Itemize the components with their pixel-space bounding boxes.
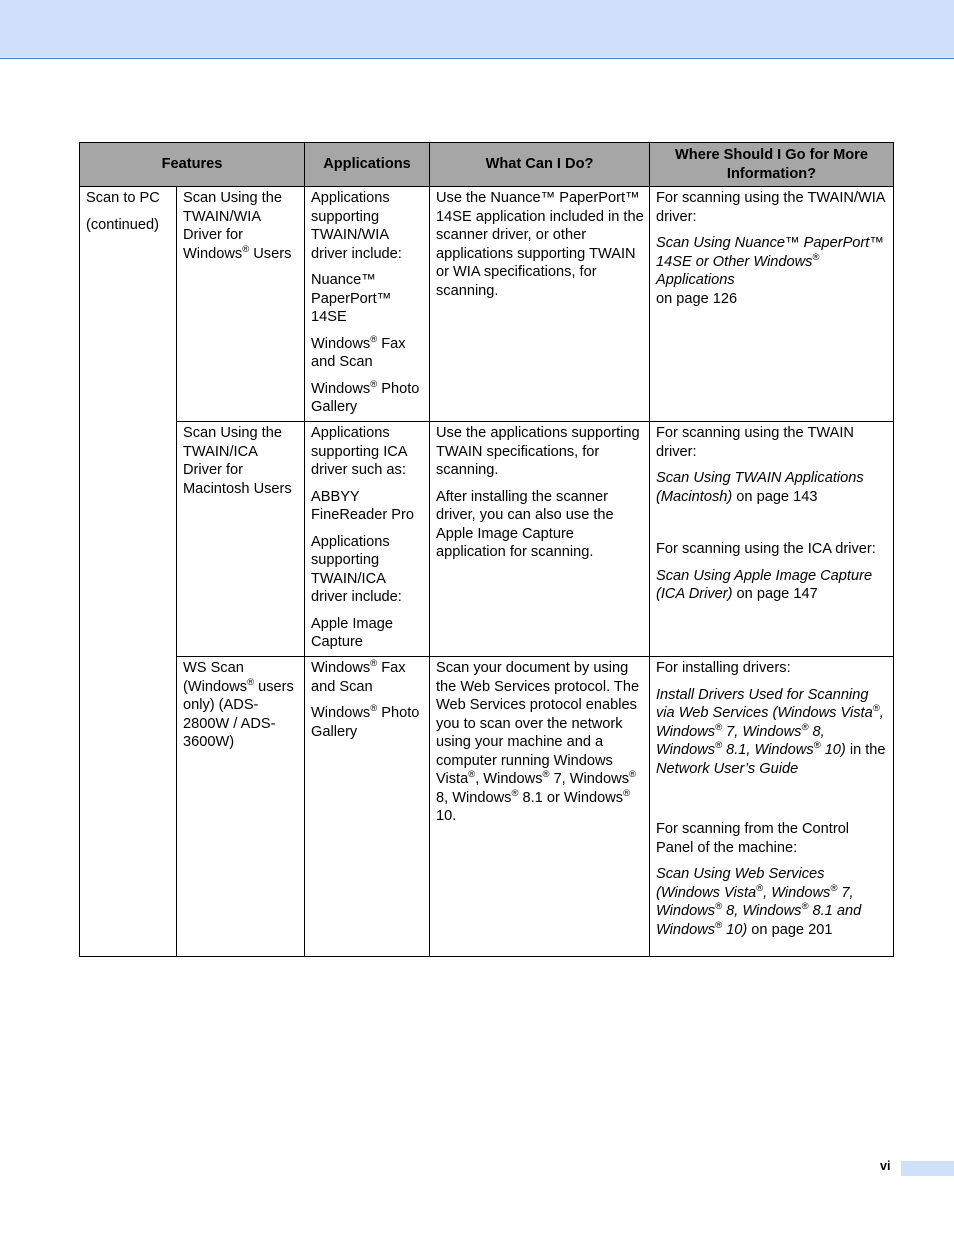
what-cell — [430, 422, 650, 657]
app-item: Windows® Fax and Scan — [311, 333, 406, 370]
where-reference: Scan Using Nuance™ PaperPort™ 14SE or Other Windows® Applications on page 126 — [656, 235, 884, 307]
where-intro: For installing drivers: — [656, 660, 791, 676]
subfeature-text: WS Scan (Windows — [183, 660, 248, 695]
registered-mark: ® — [247, 676, 255, 688]
where-reference: Scan Using TWAIN Applications (Macintosh) on page 143 — [656, 470, 864, 505]
where-reference: Install Drivers Used for Scanning via Web Services (Windows Vista®, Windows® 7, Windows® 8, Windows® 8.1, Windows® 10) in the Network User’s Guide — [656, 686, 886, 777]
where-intro: For scanning from the Control Panel of the machine: — [656, 821, 850, 856]
registered-mark: ® — [242, 243, 250, 255]
subfeature-cell — [177, 187, 305, 422]
where-reference: Scan Using Apple Image Capture (ICA Driver) on page 147 — [656, 567, 873, 602]
subfeature-text: Users — [253, 245, 292, 262]
what-cell — [430, 657, 650, 957]
what-text: Scan your document by using the Web Services protocol. The Web Services protocol enables you to scan over the network using your machine and a computer running Windows Vista®, Windows® 7, Windows® 8, Windows® 8.1 or Windows® 10. — [436, 660, 640, 824]
feature-continued: (continued) — [86, 216, 160, 233]
subfeature-cell — [177, 422, 305, 657]
where-reference: Scan Using Web Services (Windows Vista®, Windows® 7, Windows® 8, Windows® 8.1 and Windows® 10) on page 201 — [656, 866, 862, 938]
feature-cell — [80, 187, 177, 957]
what-cell — [430, 187, 650, 422]
table-header-row — [80, 143, 894, 187]
what-header: What Can I Do? — [430, 143, 650, 187]
app-item: Nuance™ PaperPort™ 14SE — [311, 272, 392, 325]
where-intro: For scanning using the TWAIN/WIA driver: — [656, 190, 885, 225]
applications-header: Applications — [305, 143, 430, 187]
header-band — [0, 0, 954, 59]
app-item: Windows® Photo Gallery — [311, 378, 420, 415]
subfeature-cell — [177, 657, 305, 957]
app-item: ABBYY FineReader Pro — [311, 488, 415, 523]
page-number: vi — [880, 1159, 891, 1173]
app-intro: Applications supporting ICA driver such as: — [311, 425, 407, 478]
table-row — [80, 422, 894, 657]
where-intro: For scanning using the TWAIN driver: — [656, 425, 854, 460]
table-row — [80, 657, 894, 957]
app-item: Windows® Fax and Scan — [311, 658, 406, 695]
subfeature-text: users only) (ADS-2800W / ADS-3600W) — [183, 678, 294, 750]
what-text: Use the applications supporting TWAIN specifications, for scanning. — [436, 425, 640, 478]
what-text: Use the Nuance™ PaperPort™ 14SE application included in the scanner driver, or other applications supporting TWAIN or WIA specifications, for scanning. — [436, 190, 644, 299]
where-intro: For scanning using the ICA driver: — [656, 541, 876, 557]
applications-cell — [305, 657, 430, 957]
table-row — [80, 187, 894, 422]
features-table — [79, 142, 894, 957]
where-header: Where Should I Go for More Information? — [650, 143, 894, 187]
subfeature-text: Scan Using the TWAIN/ICA Driver for Macintosh Users — [183, 425, 292, 497]
app-item: Windows® Photo Gallery — [311, 703, 420, 740]
where-cell — [650, 422, 894, 657]
where-cell — [650, 657, 894, 957]
what-text: After installing the scanner driver, you can also use the Apple Image Capture application for scanning. — [436, 488, 614, 560]
app-item: Apple Image Capture — [311, 615, 393, 650]
page-tab-marker — [901, 1161, 954, 1176]
app-intro: Applications supporting TWAIN/WIA driver include: — [311, 190, 402, 262]
where-cell — [650, 187, 894, 422]
applications-cell — [305, 187, 430, 422]
subfeature-text: Scan Using the TWAIN/WIA Driver for Windows — [183, 190, 282, 262]
app-intro: Applications supporting TWAIN/ICA driver include: — [311, 533, 402, 605]
features-header: Features — [80, 143, 305, 187]
feature-name: Scan to PC — [86, 190, 160, 206]
applications-cell — [305, 422, 430, 657]
